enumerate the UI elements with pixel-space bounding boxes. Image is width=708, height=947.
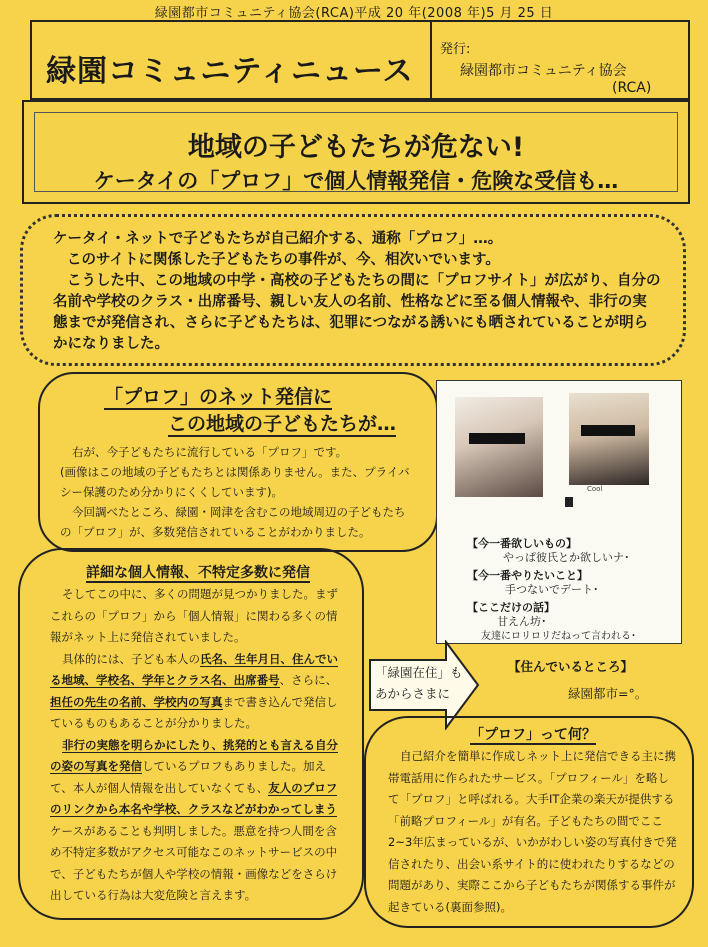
section2-p1: そしてこの中に、多くの問題が見つかりました。まずこれらの「プロフ」から「個人情報」に関わる多くの情報がネット上に発信されていました。	[50, 587, 338, 644]
section1-title-1: 「プロフ」のネット発信に	[103, 386, 332, 408]
profile-q2: 【今一番やりたいこと】	[467, 569, 588, 582]
headline-inner-frame	[34, 112, 678, 192]
section2-p3a: 非行の実態を明らかにしたり、挑発的とも言える自分の姿の写真を発信	[50, 737, 338, 773]
residence-label: 【住んでいるところ】	[508, 659, 634, 674]
privacy-bar	[581, 425, 635, 436]
residence-value: 緑園都市=°。	[568, 686, 648, 701]
section2-p3	[50, 735, 346, 907]
section-profu-net	[38, 372, 438, 552]
headline-sub: ケータイの「プロフ」で個人情報発信・危険な受信も…	[93, 169, 619, 193]
section3-p1: 自己紹介を簡単に作成しネット上に発信できる主に携帯電話用に作られたサービス。「プロフィール」を略して「プロフ」と呼ばれる。大手IT企業の楽天が提供する「前略プロフィール」が有名。子どもたちの間でここ2~3年広まっているが、いかがわしい姿の写真付きで発信されたり、出会い系サイト的に使われたりするなどの問題があり、実際ここから子どもたちが関係する事件が起きている(裏面参照)。	[388, 749, 677, 914]
intro-line-1: ケータイ・ネットで子どもたちが自己紹介する、通称「プロフ」…。	[53, 231, 503, 247]
section2-p2c: 、さらに、	[279, 673, 338, 687]
profile-a3b: 友達にロリロリだねって言われる･	[481, 631, 636, 642]
section3-title: 「プロフ」って何？	[470, 727, 596, 743]
section2-p3d: ケースがあることも判明しました。悪意を持つ人間を含め不特定多数がアクセス可能なこのネットサービスの中で、子どもたちが個人や学校の情報・画像などをさらけ出している行為は大変危険と言えます。	[50, 823, 338, 902]
profile-photo-right	[569, 393, 649, 485]
headline-main: 地域の子どもたちが危ない!	[187, 132, 525, 163]
headline-box	[22, 100, 690, 204]
section2-p3b: しているプロフもありました。加えて、本人が個人情報を出していなくても、	[50, 759, 326, 795]
newsletter-title: 緑園コミュニティニュース	[46, 54, 414, 89]
section2-p2	[50, 649, 346, 735]
profile-a2: 手つないでデート･	[505, 583, 599, 596]
intro-line-3: こうした中、この地域の中学・高校の子どもたちの間に「プロフサイト」が広がり、自分の名前や学校のクラス・出席番号、親しい友人の名前、性格などに至る個人情報や、非行の実態までが発信され、さらに子どもたちは、犯罪につながる誘いにも晒されていることが明らかになりました。	[53, 273, 661, 352]
publisher-abbr: (RCA)	[612, 80, 652, 96]
section2-p2a: 具体的には、子ども本人の	[62, 651, 200, 666]
profile-a3a: 甘えん坊･	[497, 615, 547, 628]
profile-q3: 【ここだけの話】	[467, 601, 555, 614]
publisher-label: 発行:	[440, 42, 471, 57]
photo-marker	[565, 497, 573, 507]
section2-p2e: まで書き込んで発信しているものもあることが分かりました。	[50, 694, 338, 730]
section1-p1: 右が、今子どもたちに流行している「プロフ」です。	[72, 445, 348, 459]
profile-q1: 【今一番欲しいもの】	[467, 537, 577, 550]
masthead	[30, 20, 690, 100]
section2-p2b: 氏名、生年月日、住んでいる地域、学校名、学年とクラス名、出席番号	[50, 651, 338, 687]
section-what-is-profu	[364, 716, 694, 928]
small-caption: Cool	[587, 485, 603, 493]
intro-box	[20, 214, 686, 366]
section-personal-info	[18, 548, 364, 920]
publisher-name: 緑園都市コミュニティ協会	[460, 63, 627, 79]
profile-a1: やっぱ彼氏とか欲しいナ･	[503, 551, 630, 564]
dateline: 緑園都市コミュニティ協会(RCA)平成 20 年(2008 年)5 月 25 日	[154, 6, 554, 21]
section1-title-2: この地域の子どもたちが…	[167, 413, 396, 435]
privacy-bar	[469, 433, 525, 444]
section2-p3c: 友人のプロフのリンクから本名や学校、クラスなどがわかってしまう	[50, 780, 338, 816]
profile-screenshot	[436, 380, 682, 644]
masthead-divider	[430, 22, 432, 98]
section2-p2d: 担任の先生の名前、学校内の写真	[50, 694, 223, 709]
section1-p2: (画像はこの地域の子どもたちとは関係ありません。また、プライバシー保護のため分かりにくくしています)。	[60, 465, 410, 499]
section2-title: 詳細な個人情報、不特定多数に発信	[86, 565, 310, 581]
intro-line-2: このサイトに関係した子どもたちの事件が、今、相次いでいます。	[67, 252, 500, 268]
section1-p3: 今回調べたところ、緑園・岡津を含むこの地域周辺の子どもたちの「プロフ」が、多数発信されていることがわかりました。	[60, 505, 406, 539]
profile-photo-left	[455, 397, 543, 497]
arrow-text-1: 「緑園在住」も	[375, 665, 463, 680]
arrow-text-2: あからさまに	[375, 686, 451, 701]
